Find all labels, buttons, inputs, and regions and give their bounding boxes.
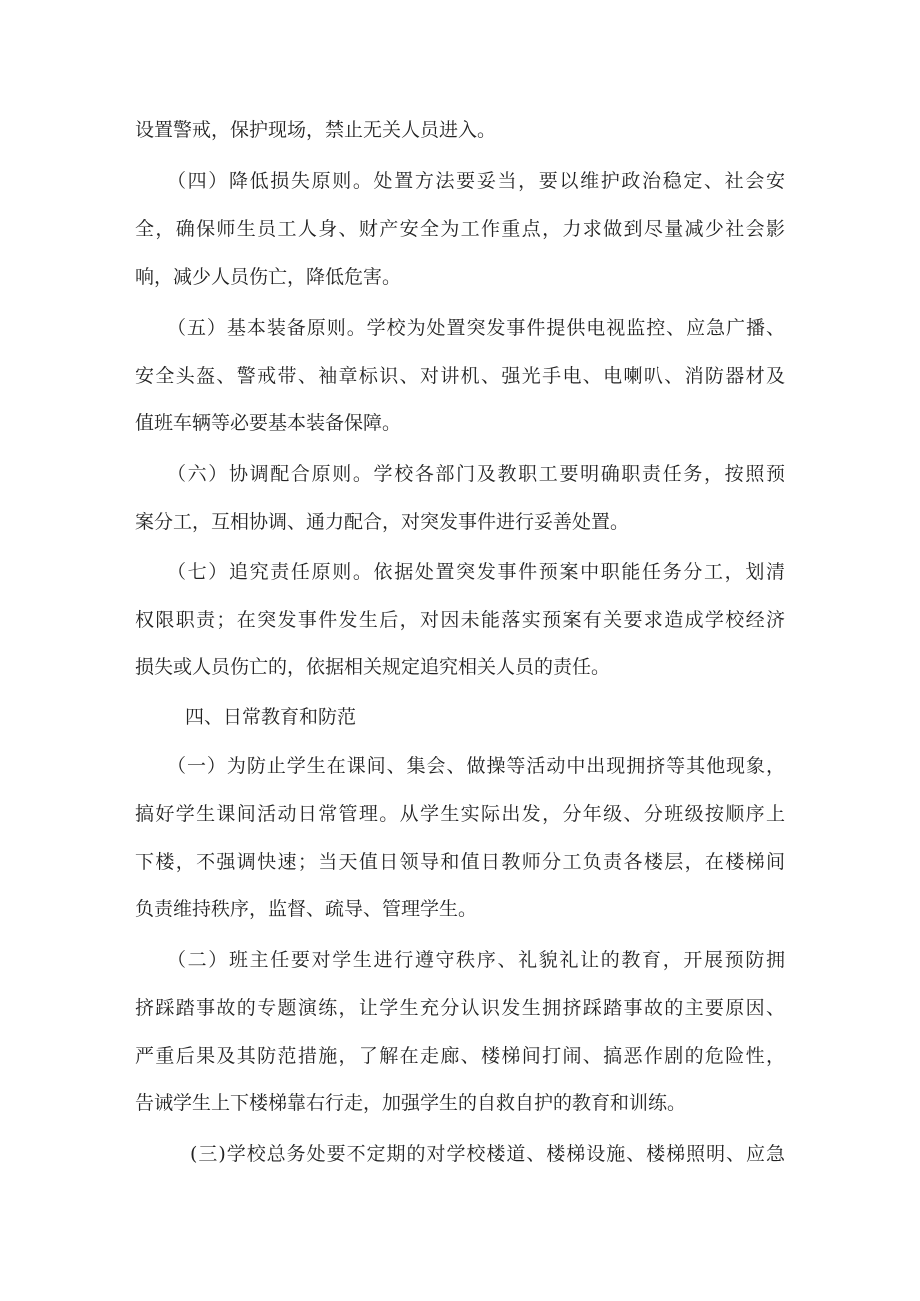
paragraph-line: 挤踩踏事故的专题演练，让学生充分认识发生拥挤踩踏事故的主要原因、 <box>135 997 785 1019</box>
paragraph-line: 安全头盔、警戒带、袖章标识、对讲机、强光手电、电喇叭、消防器材及 <box>135 365 785 387</box>
paragraph-line: 搞好学生课间活动日常管理。从学生实际出发，分年级、分班级按顺序上 <box>135 803 785 825</box>
paragraph-line: 负责维持秩序，监督、疏导、管理学生。 <box>135 898 478 920</box>
paragraph-line: （四）降低损失原则。处置方法要妥当，要以维护政治稳定、社会安 <box>167 170 785 192</box>
paragraph-line: 案分工，互相协调、通力配合，对突发事件进行妥善处置。 <box>135 511 630 533</box>
paragraph-line: 严重后果及其防范措施，了解在走廊、楼梯间打闹、搞恶作剧的危险性， <box>135 1045 785 1067</box>
paragraph-line: （六）协调配合原则。学校各部门及教职工要明确职责任务，按照预 <box>167 463 785 485</box>
paragraph-line: 设置警戒，保护现场，禁止无关人员进入。 <box>135 119 497 141</box>
section-heading: 四、日常教育和防范 <box>185 706 357 728</box>
paragraph-line: （二）班主任要对学生进行遵守秩序、礼貌礼让的教育，开展预防拥 <box>167 949 785 971</box>
paragraph-line: 损失或人员伤亡的，依据相关规定追究相关人员的责任。 <box>135 656 611 678</box>
paragraph-line: 响，减少人员伤亡，降低危害。 <box>135 266 402 288</box>
paragraph-line: （一）为防止学生在课间、集会、做操等活动中出现拥挤等其他现象， <box>167 755 785 777</box>
paragraph-line: 告诫学生上下楼梯靠右行走，加强学生的自救自护的教育和训练。 <box>135 1092 687 1114</box>
paragraph-line: (三)学校总务处要不定期的对学校楼道、楼梯设施、楼梯照明、应急 <box>190 1143 785 1165</box>
paragraph-line: 权限职责；在突发事件发生后，对因未能落实预案有关要求造成学校经济 <box>135 609 785 631</box>
paragraph-line: （五）基本装备原则。学校为处置突发事件提供电视监控、应急广播、 <box>167 317 785 339</box>
paragraph-line: （七）追究责任原则。依据处置突发事件预案中职能任务分工，划清 <box>167 561 785 583</box>
paragraph-line: 全，确保师生员工人身、财产安全为工作重点，力求做到尽量减少社会影 <box>135 218 785 240</box>
paragraph-line: 下楼，不强调快速；当天值日领导和值日教师分工负责各楼层，在楼梯间 <box>135 851 785 873</box>
paragraph-line: 值班车辆等必要基本装备保障。 <box>135 412 402 434</box>
